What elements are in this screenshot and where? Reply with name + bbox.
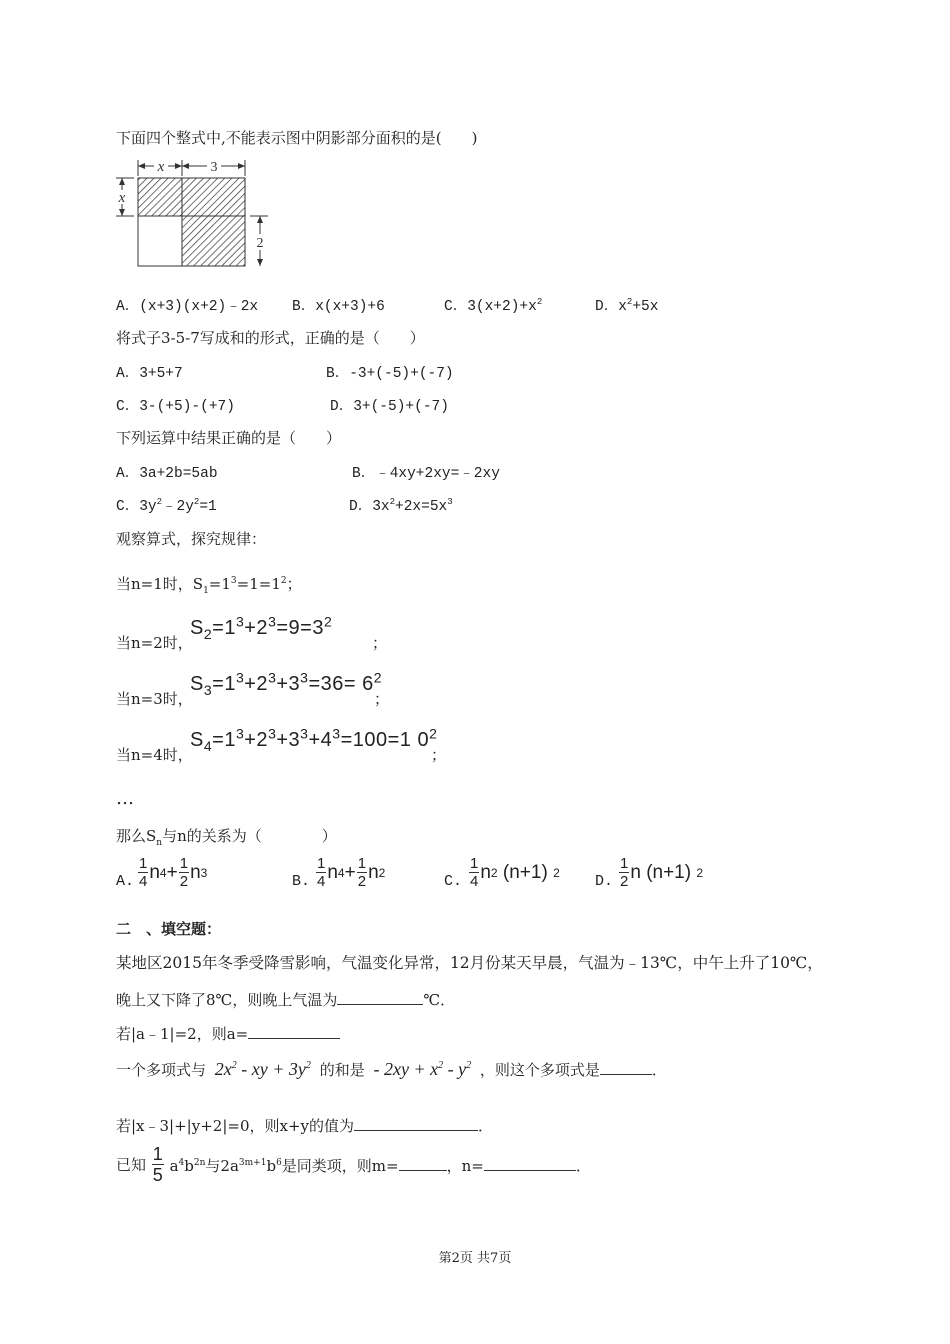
- section-2-title: 二 、填空题：: [116, 920, 222, 938]
- fig-label-three: 3: [210, 160, 218, 175]
- fill-3-poly-2: - $2xy + x^2 - y^2$: [373, 1059, 472, 1079]
- fill-1-blank[interactable]: [337, 988, 423, 1005]
- q4-stem: 观察算式，探究规律：: [116, 530, 267, 548]
- q3-option-d[interactable]: D．$3x^2+2x=5x^3$: [349, 497, 453, 515]
- q4-option-b[interactable]: $\frac{1}{4}$ n 4 + $\frac{1}{2}$ n 2: [317, 855, 386, 890]
- fill-5-blank-m[interactable]: [399, 1154, 447, 1171]
- fill-2-blank[interactable]: [248, 1022, 340, 1039]
- page-number: 第2页 共7页: [438, 1251, 512, 1266]
- q4-case-3-formula: $S_3=1^3+2^3+3^3=36= 6^2$: [190, 669, 383, 698]
- q2-stem: 将式子3-5-7写成和的形式，正确的是（ ）: [116, 329, 425, 347]
- q4-case-4-semicolon: ；: [431, 746, 447, 764]
- fill-3: 一个多项式与 $2x^2$ - xy + $3y^2$ 的和是 - $2xy + x^2 - y^2$ ，则这个多项式是 ．: [116, 1059, 667, 1079]
- q1-option-b[interactable]: B．x(x+3)+6: [292, 299, 385, 315]
- q3-option-b[interactable]: B．﹣4xy+2xy=﹣2xy: [352, 466, 500, 482]
- q3-option-a[interactable]: A．3a+2b=5ab: [116, 466, 218, 482]
- fill-5: 已知 $\frac{1}{5}$ $a^4b^{2n}$与$2a^{3m+1}b^6$是同类项，则m= ，n= ．: [116, 1144, 591, 1185]
- q1-option-a[interactable]: A．(x+3)(x+2)﹣2x: [116, 299, 259, 315]
- q4-case-2-formula: $S_2=1^3+2^3=9=3^2$: [190, 613, 333, 642]
- q4-option-a-label[interactable]: A.: [116, 873, 135, 890]
- fill-3-blank[interactable]: [600, 1058, 652, 1075]
- fill-3-poly-1: $2x^2$ - xy + $3y^2$: [214, 1059, 311, 1079]
- q2-option-c[interactable]: C．3-(+5)-(+7): [116, 399, 235, 415]
- q1-option-c[interactable]: C．$3(x+2)+x^2$: [444, 297, 543, 315]
- fig-label-x-top: x: [157, 159, 165, 175]
- fill-1-line-1: 某地区2015年冬季受降雪影响，气温变化异常，12月份某天早晨，气温为﹣13℃，中午上升了10℃，: [116, 954, 823, 972]
- q2-option-a[interactable]: A．3+5+7: [116, 366, 183, 382]
- fill-4-blank[interactable]: [354, 1114, 478, 1131]
- q4-case-2-semicolon: ；: [372, 634, 388, 652]
- q1-option-d[interactable]: D．$x^2+5x$: [595, 297, 659, 315]
- q4-ellipsis: …: [116, 788, 134, 809]
- q3-option-c[interactable]: C．$3y^2﹣2y^2=1$: [116, 497, 217, 515]
- q4-case-4-label: 当n=4时，: [116, 746, 193, 764]
- fill-1-line-2: 晚上又下降了8℃，则晚上气温为 ℃．: [116, 988, 455, 1010]
- q4-option-c[interactable]: $\frac{1}{4}$ n 2 (n+1) 2: [470, 855, 560, 890]
- fill-5-blank-n[interactable]: [484, 1154, 576, 1171]
- shaded-area-figure: [112, 156, 277, 271]
- fig-label-x-left: x: [118, 190, 126, 206]
- q4-case-1: 当n=1时，$S_1=1^3=1=1^2$；: [116, 575, 302, 596]
- fill-2: 若|a﹣1|=2，则a=: [116, 1022, 340, 1044]
- q4-option-d[interactable]: $\frac{1}{2}$ n (n+1) 2: [620, 855, 704, 890]
- q4-option-d-label[interactable]: D.: [595, 873, 614, 890]
- q3-stem: 下列运算中结果正确的是（ ）: [116, 429, 342, 447]
- fill-4: 若|x﹣3|+|y+2|=0，则x+y的值为 ．: [116, 1114, 493, 1136]
- q2-option-d[interactable]: D．3+(-5)+(-7): [330, 399, 449, 415]
- q4-option-a[interactable]: $\frac{1}{4}$ n 4 + $\frac{1}{2}$ n 3: [139, 855, 208, 890]
- fig-label-two: 2: [256, 236, 264, 251]
- q4-case-2-label: 当n=2时，: [116, 634, 193, 652]
- q1-stem: 下面四个整式中,不能表示图中阴影部分面积的是( ): [116, 129, 478, 147]
- q4-option-c-label[interactable]: C.: [444, 873, 463, 890]
- fill-5-fraction: $\frac{1}{5}$: [152, 1144, 163, 1185]
- q4-case-3-label: 当n=3时，: [116, 690, 193, 708]
- q4-option-b-label[interactable]: B.: [292, 873, 311, 890]
- q4-case-4-formula: $S_4=1^3+2^3+3^3+4^3=100=1$ $0^2$: [190, 725, 438, 754]
- q4-case-3-semicolon: ；: [374, 690, 390, 708]
- q2-option-b[interactable]: B．-3+(-5)+(-7): [326, 366, 454, 382]
- q4-question: 那么$S_n$与n的关系为（ ）: [116, 827, 337, 848]
